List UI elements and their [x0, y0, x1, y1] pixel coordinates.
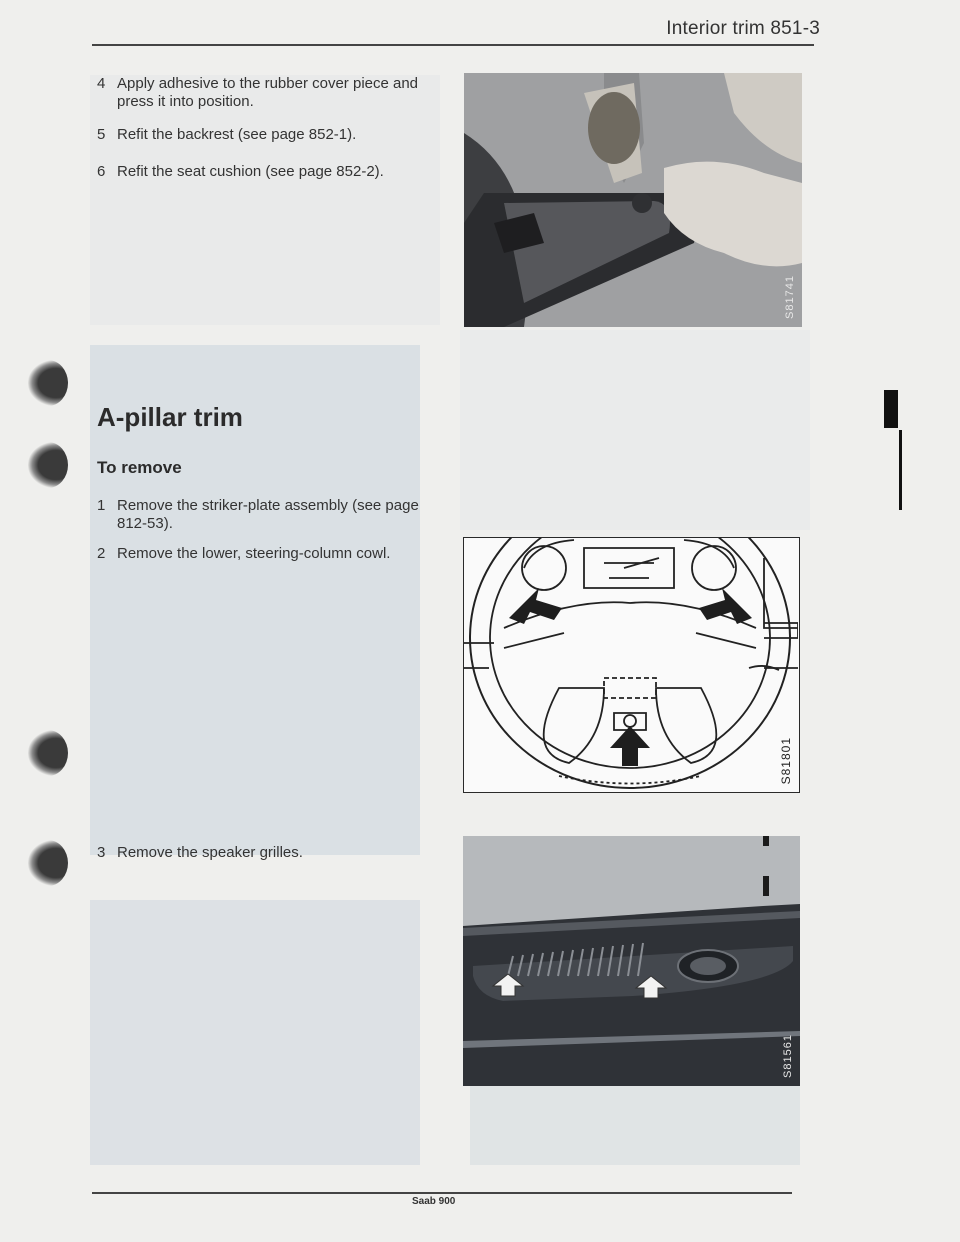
step-text: Refit the seat cushion (see page 852-2). [117, 163, 384, 180]
header-rule [92, 44, 814, 46]
step-text: Refit the backrest (see page 852-1). [117, 126, 357, 143]
step-text: Remove the speaker grilles. [117, 844, 303, 861]
figure-photo-speaker-grille [463, 836, 800, 1086]
step-item [97, 163, 447, 181]
step-item [97, 497, 447, 533]
section-title: A-pillar trim [97, 402, 243, 432]
bleed-through-panel [460, 330, 810, 530]
thumb-tab-mark [884, 390, 898, 428]
step-number: 5 [97, 126, 106, 143]
binder-hole [28, 360, 68, 406]
figure-photo-adhesive [464, 73, 802, 327]
edge-line [899, 430, 902, 510]
step-text: Remove the striker-plate assembly (see page 812-53). [117, 497, 419, 532]
bleed-through-panel [90, 900, 420, 1165]
binder-hole [28, 730, 68, 776]
step-number: 3 [97, 844, 106, 861]
adhesive-photo-illustration [464, 73, 802, 327]
figure-id: S81801 [779, 736, 793, 784]
arrow-icon [509, 588, 562, 624]
step-item [97, 75, 447, 111]
binder-hole [28, 840, 68, 886]
steering-wheel-illustration [464, 538, 798, 791]
binder-hole [28, 442, 68, 488]
page-footer: Saab 900 [412, 1196, 456, 1207]
figure-drawing-steering-wheel [463, 537, 800, 793]
bleed-through-panel [90, 75, 440, 325]
section-subtitle: To remove [97, 458, 182, 477]
step-number: 4 [97, 75, 106, 92]
arrow-icon [610, 726, 650, 766]
speaker-grille-illustration [463, 836, 800, 1086]
page-header-title: Interior trim 851-3 [666, 18, 820, 39]
figure-id: S81741 [784, 275, 796, 319]
arrow-icon [699, 588, 752, 624]
step-number: 6 [97, 163, 106, 180]
footer-rule [92, 1192, 792, 1194]
step-text: Apply adhesive to the rubber cover piece and press it into position. [117, 75, 419, 110]
figure-id: S81561 [782, 1034, 794, 1078]
step-text: Remove the lower, steering-column cowl. [117, 545, 391, 562]
step-item [97, 545, 447, 563]
step-number: 1 [97, 497, 106, 514]
step-item [97, 126, 447, 144]
step-item [97, 844, 447, 862]
step-number: 2 [97, 545, 106, 562]
bleed-through-panel [470, 1085, 800, 1165]
